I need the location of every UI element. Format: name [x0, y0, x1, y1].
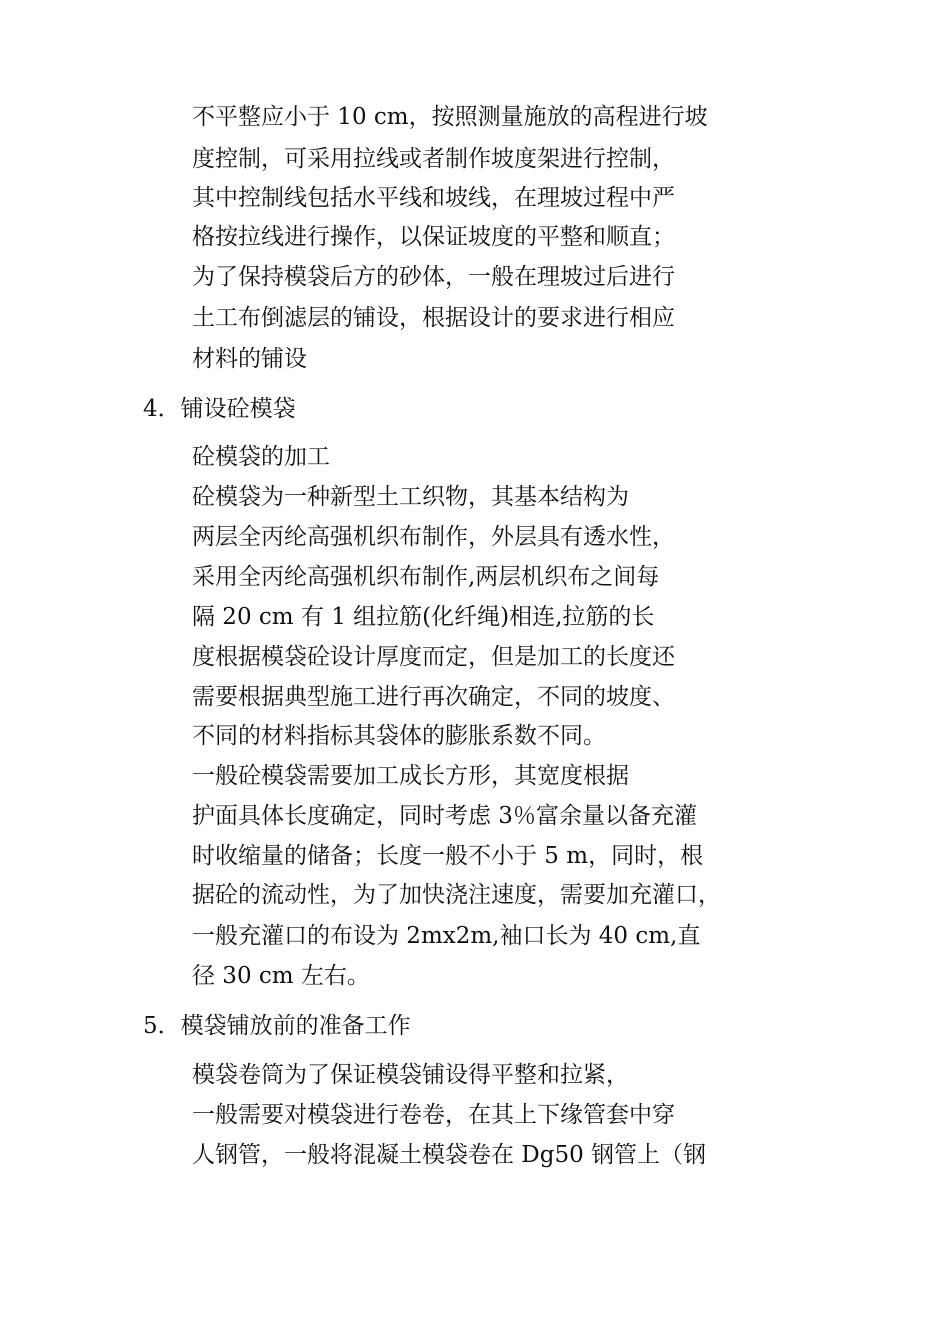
paragraph-line: 两层全丙纶高强机织布制作，外层具有透水性，	[192, 524, 675, 550]
section-heading-4: 4．铺设砼模袋	[143, 396, 296, 422]
paragraph-line: 据砼的流动性，为了加快浇注速度，需要加充灌口，	[192, 882, 721, 908]
paragraph-line: 时收缩量的储备；长度一般不小于 5 m，同时，根	[192, 843, 704, 869]
paragraph-line: 砼模袋的加工	[192, 444, 330, 470]
paragraph-line: 其中控制线包括水平线和坡线，在理坡过程中严	[192, 185, 675, 211]
paragraph-line: 一般砼模袋需要加工成长方形，其宽度根据	[192, 763, 629, 789]
paragraph-line: 需要根据典型施工进行再次确定，不同的坡度、	[192, 684, 675, 710]
paragraph-line: 护面具体长度确定，同时考虑 3％富余量以备充灌	[192, 803, 697, 829]
paragraph-line: 径 30 cm 左右。	[192, 963, 370, 989]
paragraph-line: 一般充灌口的布设为 2mx2m,袖口长为 40 cm,直	[192, 923, 701, 949]
paragraph-line: 模袋卷筒为了保证模袋铺设得平整和拉紧，	[192, 1062, 629, 1088]
paragraph-line: 砼模袋为一种新型土工织物，其基本结构为	[192, 484, 629, 510]
paragraph-line: 格按拉线进行操作，以保证坡度的平整和顺直；	[192, 224, 675, 250]
paragraph-line: 材料的铺设	[192, 346, 307, 372]
section-heading-5: 5．模袋铺放前的准备工作	[143, 1013, 411, 1039]
paragraph-line: 度根据模袋砼设计厚度而定，但是加工的长度还	[192, 644, 675, 670]
paragraph-line: 人钢管，一般将混凝土模袋卷在 Dg50 钢管上（钢	[192, 1142, 707, 1168]
paragraph-line: 为了保持模袋后方的砂体，一般在理坡过后进行	[192, 264, 675, 290]
paragraph-line: 隔 20 cm 有 1 组拉筋(化纤绳)相连,拉筋的长	[192, 604, 655, 630]
paragraph-line: 土工布倒滤层的铺设，根据设计的要求进行相应	[192, 305, 675, 331]
paragraph-line: 不同的材料指标其袋体的膨胀系数不同。	[192, 723, 606, 749]
paragraph-line: 一般需要对模袋进行卷卷，在其上下缘管套中穿	[192, 1102, 675, 1128]
paragraph-line: 不平整应小于 10 cm，按照测量施放的高程进行坡	[192, 104, 708, 130]
paragraph-line: 采用全丙纶高强机织布制作,两层机织布之间每	[192, 564, 660, 590]
paragraph-line: 度控制，可采用拉线或者制作坡度架进行控制，	[192, 146, 675, 172]
